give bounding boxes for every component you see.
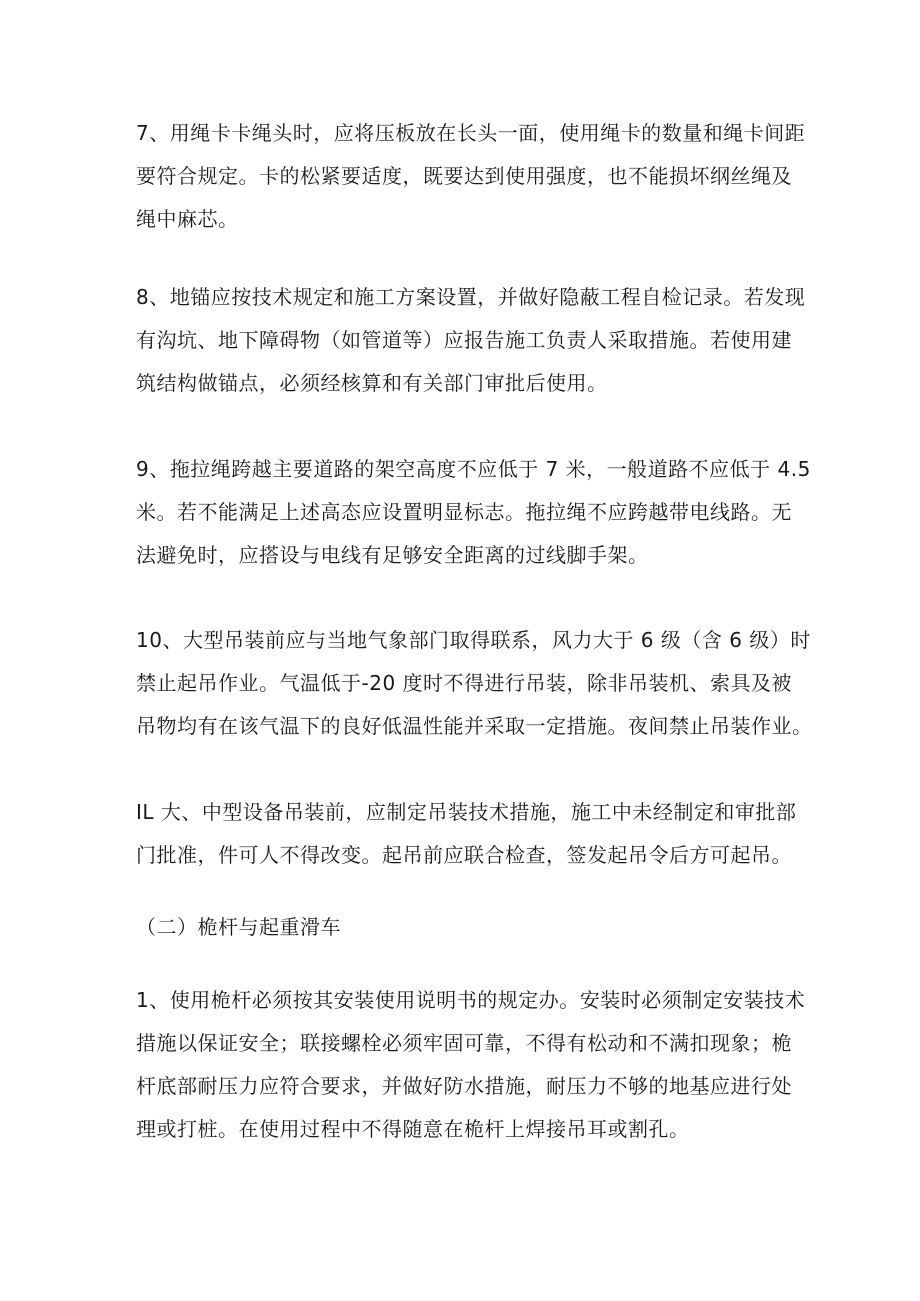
text-line: 筑结构做锚点，必须经核算和有关部门审批后使用。 bbox=[136, 371, 608, 395]
text-line: 7、用绳卡卡绳头时，应将压板放在长头一面，使用绳卡的数量和绳卡间距 bbox=[136, 121, 806, 145]
paragraph-item-8 bbox=[136, 276, 806, 405]
text-line: 米。若不能满足上述高态应设置明显标志。拖拉绳不应跨越带电线路。无 bbox=[136, 500, 792, 524]
text-line: 禁止起吊作业。气温低于-20 度时不得进行吊装，除非吊装机、索具及被 bbox=[136, 671, 793, 695]
text-line: 9、拖拉绳跨越主要道路的架空高度不应低于 7 米，一般道路不应低于 4.5 bbox=[136, 457, 811, 481]
text-line: 吊物均有在该气温下的良好低温性能并采取一定措施。夜间禁止吊装作业。 bbox=[136, 714, 813, 738]
paragraph-item-7 bbox=[136, 112, 806, 241]
text-line: 有沟坑、地下障碍物（如管道等）应报告施工负责人采取措施。若使用建 bbox=[136, 328, 792, 352]
text-line: 8、地锚应按技术规定和施工方案设置，并做好隐蔽工程自检记录。若发现 bbox=[136, 285, 806, 309]
paragraph-item-9 bbox=[136, 448, 811, 577]
paragraph-item-11 bbox=[136, 791, 796, 877]
text-line: 要符合规定。卡的松紧要适度，既要达到使用强度，也不能损坏纲丝绳及 bbox=[136, 164, 792, 188]
text-line: 措施以保证安全；联接螺栓必须牢固可靠，不得有松动和不满扣现象；桅 bbox=[136, 1031, 792, 1055]
paragraph-mast-item-1 bbox=[136, 979, 806, 1151]
text-line: 杆底部耐压力应符合要求，并做好防水措施，耐压力不够的地基应进行处 bbox=[136, 1074, 792, 1098]
text-line: IL 大、中型设备吊装前，应制定吊装技术措施，施工中未经制定和审批部 bbox=[136, 800, 797, 824]
paragraph-item-10 bbox=[136, 619, 813, 748]
text-line: 1、使用桅杆必须按其安装使用说明书的规定办。安装时必须制定安装技术 bbox=[136, 988, 806, 1012]
text-line: 10、大型吊装前应与当地气象部门取得联系，风力大于 6 级（含 6 级）时 bbox=[136, 628, 811, 652]
section-heading: （二）桅杆与起重滑车 bbox=[136, 915, 341, 939]
text-line: 门批准，件可人不得改变。起吊前应联合检查，签发起吊令后方可起吊。 bbox=[136, 843, 792, 867]
text-line: 理或打桩。在使用过程中不得随意在桅杆上焊接吊耳或割孔。 bbox=[136, 1117, 690, 1141]
text-line: 法避免时，应搭设与电线有足够安全距离的过线脚手架。 bbox=[136, 543, 649, 567]
text-line: 绳中麻芯。 bbox=[136, 207, 239, 231]
